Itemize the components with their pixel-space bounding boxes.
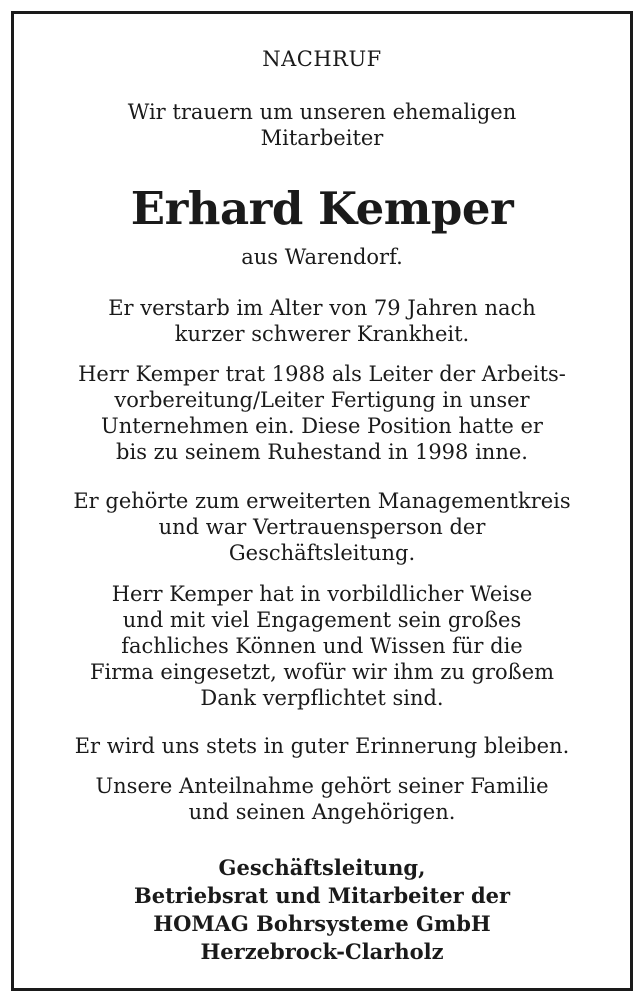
paragraph-line: vorbereitung/Leiter Fertigung in unser xyxy=(114,388,530,412)
deceased-origin xyxy=(14,244,630,270)
paragraph-line: Herr Kemper trat 1988 als Leiter der Arbeits- xyxy=(78,362,566,386)
paragraph-line: bis zu seinem Ruhestand in 1998 inne. xyxy=(116,440,528,464)
paragraph-gratitude xyxy=(14,581,630,711)
paragraph-line: Firma eingesetzt, wofür wir ihm zu großem xyxy=(89,660,555,684)
paragraph-career xyxy=(14,361,630,465)
paragraph-line: Unternehmen ein. Diese Position hatte er xyxy=(101,414,543,438)
deceased-name xyxy=(14,181,630,237)
signature-line: Herzebrock-Clarholz xyxy=(200,939,444,964)
paragraph-death xyxy=(14,295,630,347)
intro-text xyxy=(14,99,630,151)
heading-text: NACHRUF xyxy=(262,47,382,71)
origin-text: aus Warendorf. xyxy=(241,245,403,269)
intro-line: Mitarbeiter xyxy=(260,126,384,150)
paragraph-line: Dank verpflichtet sind. xyxy=(200,686,444,710)
signature-line: Betriebsrat und Mitarbeiter der xyxy=(133,883,511,908)
signature-block xyxy=(14,854,630,966)
paragraph-line: Geschäftsleitung. xyxy=(228,541,416,565)
signature-line: Geschäftsleitung, xyxy=(218,855,426,880)
paragraph-line: kurzer schwerer Krankheit. xyxy=(174,322,470,346)
paragraph-management xyxy=(14,488,630,566)
intro-line: Wir trauern um unseren ehemaligen xyxy=(127,100,517,124)
paragraph-line: fachliches Können und Wissen für die xyxy=(121,634,523,658)
paragraph-condolence xyxy=(14,773,630,825)
paragraph-line: Unsere Anteilnahme gehört seiner Familie xyxy=(95,774,549,798)
notice-heading xyxy=(14,46,630,72)
paragraph-line: Er verstarb im Alter von 79 Jahren nach xyxy=(108,296,536,320)
paragraph-line: und mit viel Engagement sein großes xyxy=(122,608,522,632)
paragraph-line: Herr Kemper hat in vorbildlicher Weise xyxy=(111,582,533,606)
paragraph-line: und seinen Angehörigen. xyxy=(188,800,456,824)
paragraph-memory xyxy=(14,733,630,759)
notice-border xyxy=(11,11,633,991)
signature-line: HOMAG Bohrsysteme GmbH xyxy=(153,911,491,936)
deceased-name-text: Erhard Kemper xyxy=(130,182,514,235)
paragraph-line: Er gehörte zum erweiterten Managementkreis xyxy=(73,489,571,513)
paragraph-line: Er wird uns stets in guter Erinnerung bleiben. xyxy=(74,734,570,758)
paragraph-line: und war Vertrauensperson der xyxy=(158,515,486,539)
